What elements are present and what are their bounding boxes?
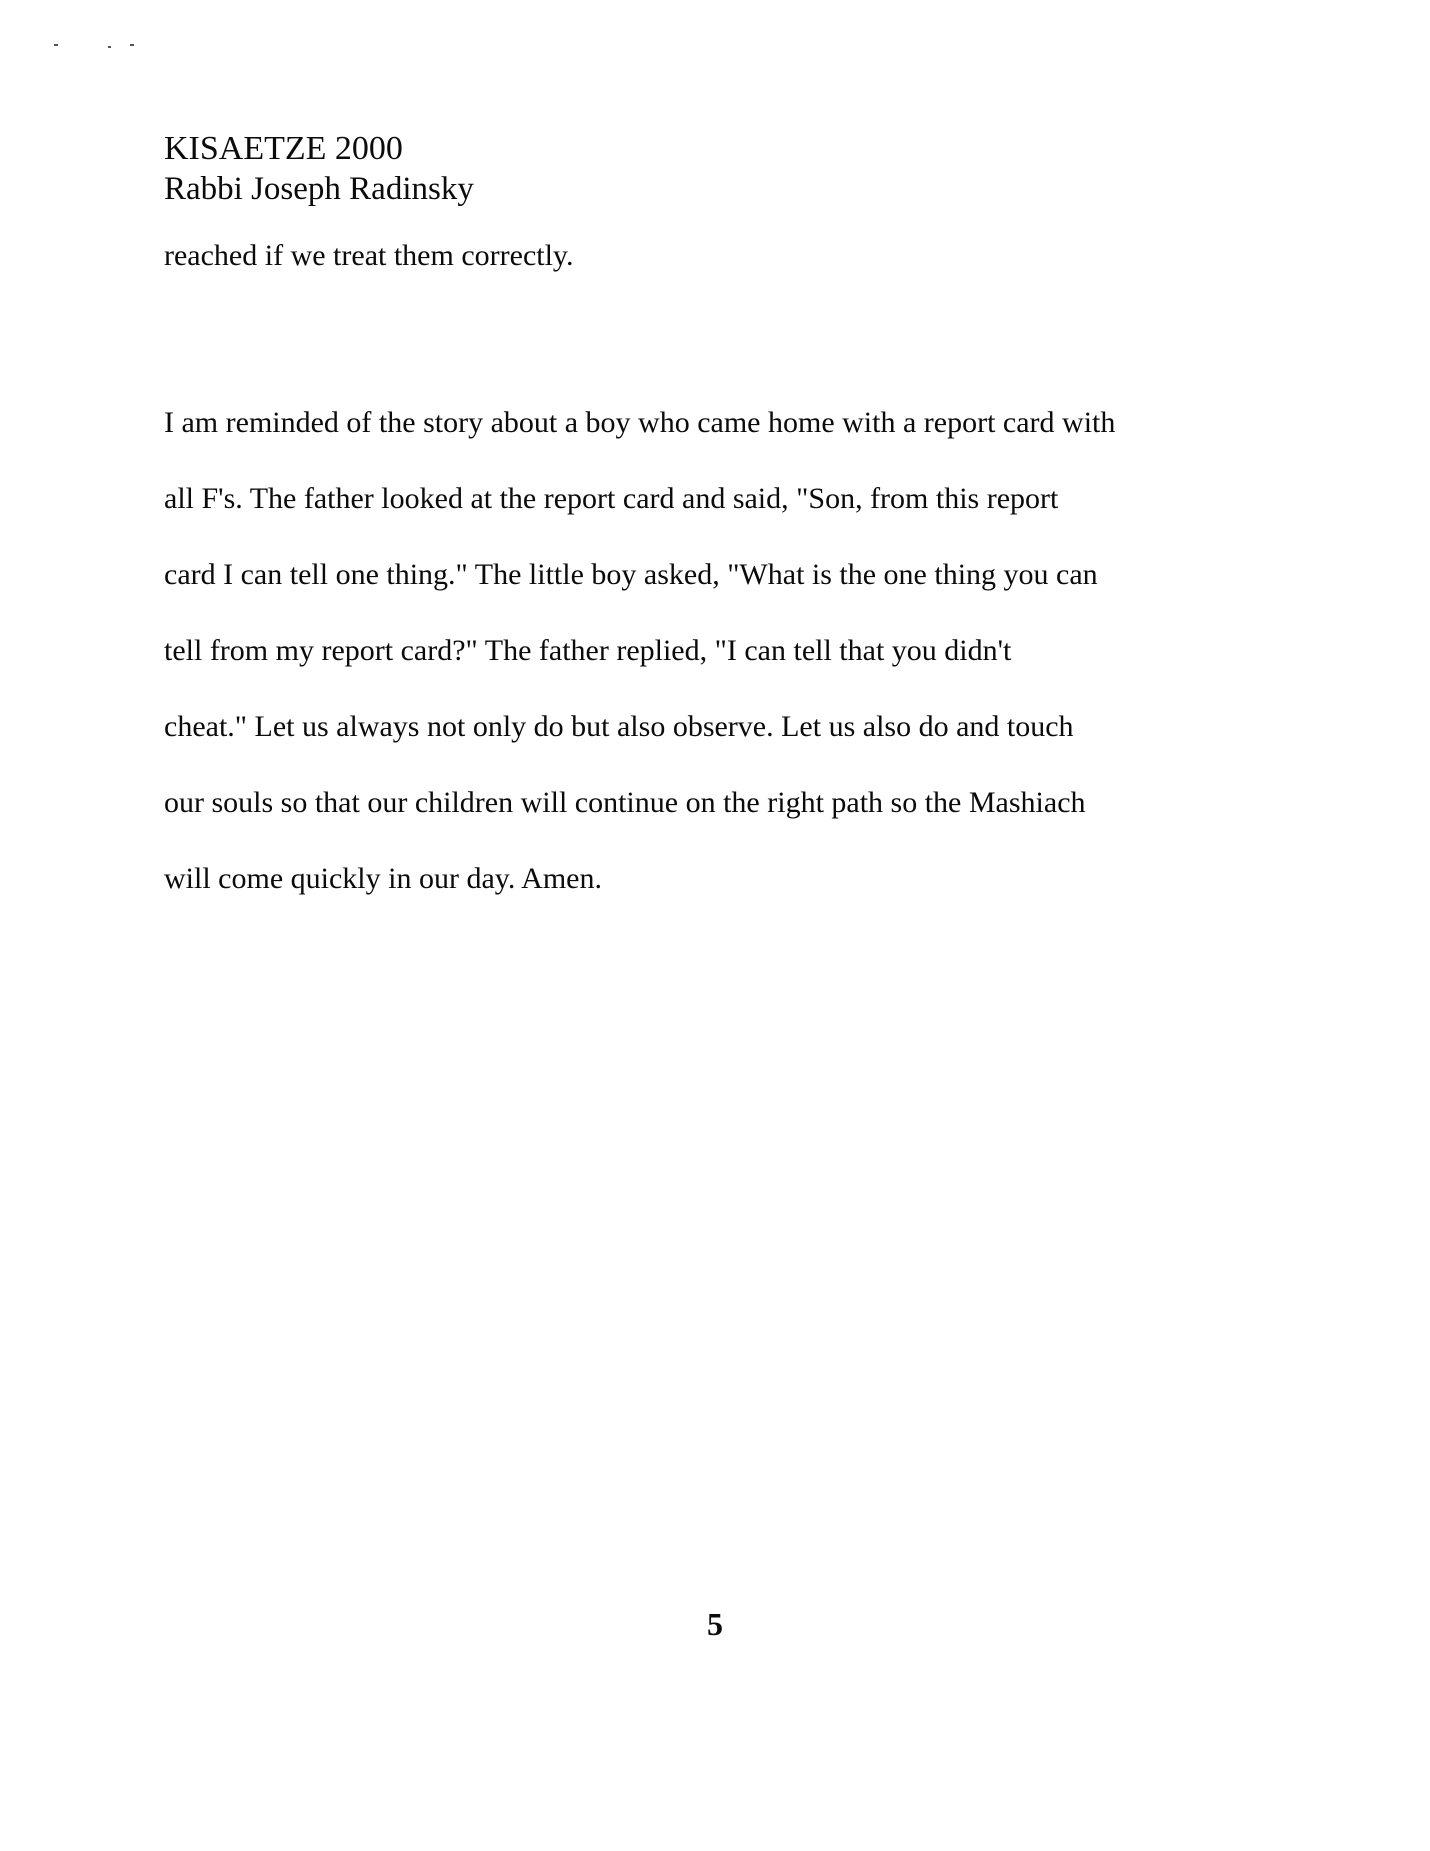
paragraph-line: cheat." Let us always not only do but also observe. Let us also do and touch — [164, 710, 1074, 743]
scan-artifact — [130, 44, 134, 46]
author-name: Rabbi Joseph Radinsky — [164, 171, 474, 207]
paragraph-line: card I can tell one thing." The little boy asked, "What is the one thing you can — [164, 558, 1098, 591]
paragraph-line: will come quickly in our day. Amen. — [164, 862, 602, 895]
document-header — [164, 128, 474, 210]
continuation-text: reached if we treat them correctly. — [164, 239, 574, 272]
paragraph-line: our souls so that our children will continue on the right path so the Mashiach — [164, 786, 1086, 819]
paragraph-line: tell from my report card?" The father replied, "I can tell that you didn't — [164, 634, 1012, 667]
scan-artifact — [54, 44, 58, 46]
paragraph-line: I am reminded of the story about a boy who came home with a report card with — [164, 406, 1116, 439]
page-number: 5 — [707, 1606, 723, 1642]
paragraph-line: all F's. The father looked at the report card and said, "Son, from this report — [164, 482, 1059, 515]
document-title: KISAETZE 2000 — [164, 130, 403, 167]
scan-artifact — [108, 46, 111, 48]
body-paragraph — [164, 385, 1279, 917]
